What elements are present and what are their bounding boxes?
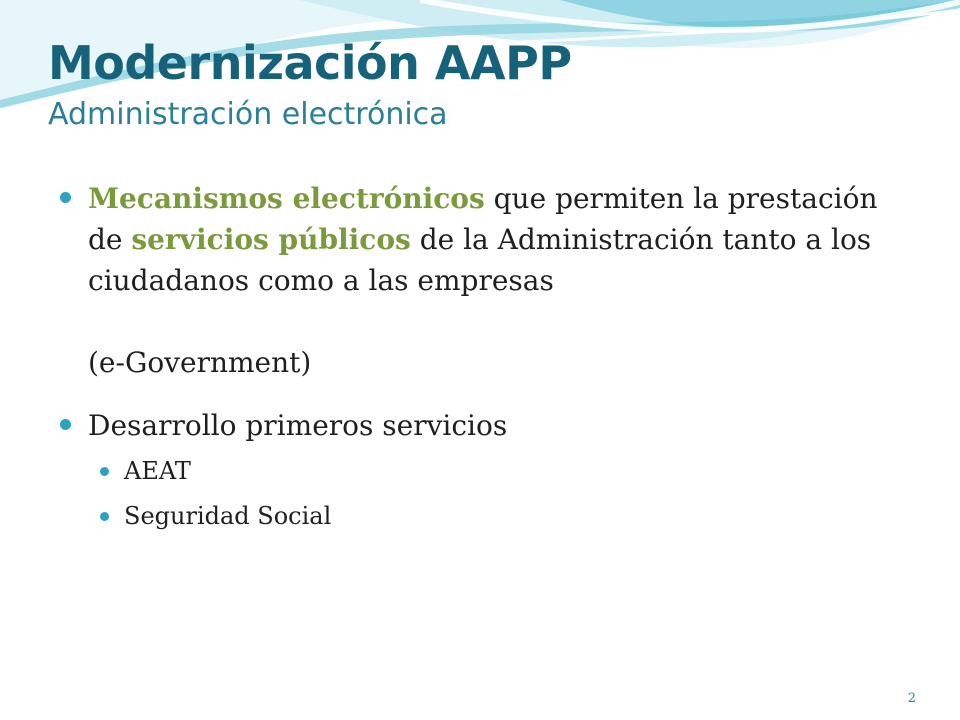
bullet-text: Desarrollo primeros servicios (88, 409, 508, 442)
bullet-item-mecanismos (60, 178, 920, 383)
highlight-servicios: servicios públicos (131, 223, 411, 256)
bullet-icon (60, 419, 71, 430)
bullet-note: (e-Government) (88, 346, 312, 379)
slide-title-block (48, 36, 928, 132)
sub-bullet-text: Seguridad Social (124, 502, 332, 530)
bullet-icon (60, 192, 71, 203)
blank-line (88, 301, 920, 342)
bullet-text-part: de la Administración tanto a los ciudadanos como a las empresas (88, 223, 872, 297)
slide-content (60, 178, 920, 531)
sub-bullet-item-seguridad-social (100, 501, 920, 531)
slide-title: Modernización AAPP (48, 36, 572, 90)
bullet-icon (100, 512, 109, 521)
sub-bullet-item-aeat (100, 456, 920, 486)
bullet-icon (100, 467, 109, 476)
slide-subtitle: Administración electrónica (48, 97, 448, 132)
sub-bullet-text: AEAT (124, 457, 191, 485)
highlight-mecanismos: Mecanismos electrónicos (88, 182, 485, 215)
page-number: 2 (907, 691, 916, 706)
bullet-text-part: que permiten la prestación de (88, 182, 878, 256)
bullet-item-desarrollo (60, 405, 920, 446)
